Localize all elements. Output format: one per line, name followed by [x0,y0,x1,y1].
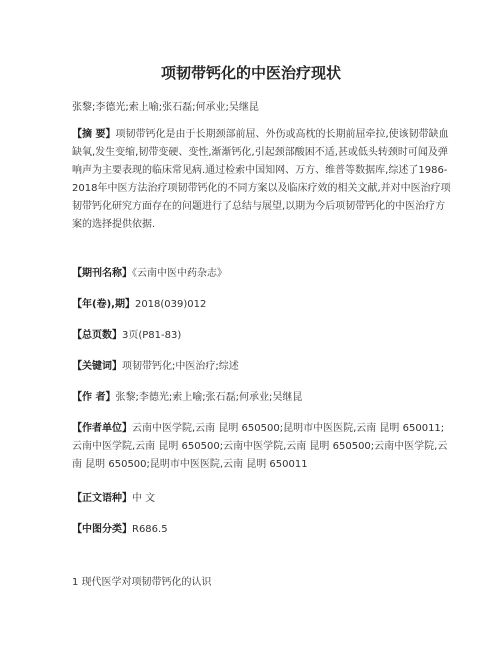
journal-name-field [72,265,452,283]
keywords-field [72,358,452,376]
language-value: 中 文 [132,493,156,504]
affiliation-field [72,420,452,474]
year-volume-issue-value: 2018(039)012 [134,299,207,310]
authors-value: 张黎;李德光;索上喻;张石磊;何承业;吴继昆 [115,392,303,403]
abstract-paragraph [72,126,452,234]
article-title: 项韧带钙化的中医治疗现状 [160,64,341,82]
page-count-label: 【总页数】 [72,330,122,341]
classification-field [72,521,452,539]
keywords-label: 【关键词】 [72,361,122,372]
journal-name-value: 《云南中医中药杂志》 [132,268,227,279]
language-label: 【正文语种】 [72,493,132,504]
affiliation-value: 云南中医学院,云南 昆明 650500;昆明市中医医院,云南 昆明 650011;云南中医学院,云南 昆明 650500;云南中医学院,云南 昆明 650500;云南中医学院,云南 昆明 650500;昆明市中医医院,云南 昆明 650011 [72,423,448,470]
classification-value: R686.5 [132,524,168,535]
page-count-value: 3页(P81-83) [122,330,182,341]
page-count-field [72,327,452,345]
language-field [72,490,452,508]
abstract-label: 【摘 要】 [72,129,116,140]
journal-name-label: 【期刊名称】 [72,268,132,279]
year-volume-issue-field [72,296,452,314]
affiliation-label: 【作者单位】 [72,423,132,434]
author-list: 张黎;李德光;索上喻;张石磊;何承业;吴继昆 [72,102,259,113]
authors-field [72,389,452,407]
authors-label: 【作 者】 [72,392,116,403]
abstract-text: 项韧带钙化是由于长期颈部前屈、外伤或高枕的长期前屈牵拉,使该韧带缺血缺氧,发生变缩,韧带变硬、变性,渐渐钙化,引起颈部酸困不适,甚或低头转颈时可闻及弹响声为主要表现的临床常见病.通过检索中国知网、万方、维普等数据库,综述了1986-2018年中医方法治疗项韧带钙化的不同方案以及临床疗效的相关文献,并对中医治疗项韧带钙化研究方面存在的问题进行了总结与展望,以期为今后项韧带钙化的中医治疗方案的选择提供依据. [72,129,451,230]
year-volume-issue-label: 【年(卷),期】 [72,299,135,310]
keywords-value: 项韧带钙化;中医治疗;综述 [122,361,239,372]
section-heading: 1 现代医学对项韧带钙化的认识 [72,577,212,588]
classification-label: 【中图分类】 [72,524,132,535]
